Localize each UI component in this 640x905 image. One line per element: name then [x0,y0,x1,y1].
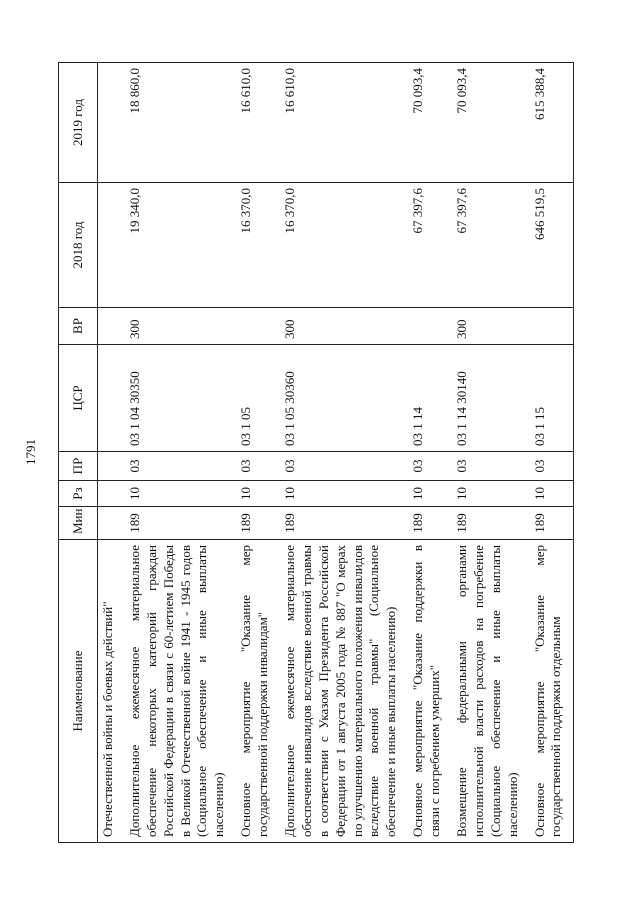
cell-pr: 03 [408,452,452,481]
table-row [408,63,452,843]
cell-value-2019: 16 610,0 [236,63,280,183]
table-row [280,63,408,843]
header-pr: ПР [59,452,98,481]
budget-table [58,62,574,843]
header-rz: Рз [59,481,98,507]
cell-pr: 03 [236,452,280,481]
cell-pr [98,452,125,481]
cell-value-2019: 18 860,0 [125,63,236,183]
header-csr: ЦСР [59,345,98,452]
table-row [236,63,280,843]
cell-vr [98,308,125,345]
cell-min: 189 [280,507,408,540]
cell-rz: 10 [452,481,530,507]
cell-value-2018: 16 370,0 [236,183,280,308]
cell-rz: 10 [530,481,574,507]
cell-csr: 03 1 14 30140 [452,345,530,452]
cell-value-2019: 70 093,4 [408,63,452,183]
cell-pr: 03 [530,452,574,481]
cell-name: Основное мероприятие "Оказание поддержки в связи с погребением умерших" [408,540,452,843]
cell-csr: 03 1 05 30360 [280,345,408,452]
cell-csr: 03 1 15 [530,345,574,452]
cell-rz: 10 [125,481,236,507]
cell-rz [98,481,125,507]
cell-name: Основное мероприятие "Оказание мер государственной поддержки инвалидам" [236,540,280,843]
cell-min [98,507,125,540]
cell-vr [530,308,574,345]
cell-name: Основное мероприятие "Оказание мер государственной поддержки отдельным [530,540,574,843]
header-name: Наименование [59,540,98,843]
cell-csr: 03 1 05 [236,345,280,452]
header-2019: 2019 год [59,63,98,183]
cell-vr [236,308,280,345]
cell-min: 189 [452,507,530,540]
cell-value-2019: 615 388,4 [530,63,574,183]
cell-value-2019 [98,63,125,183]
cell-name: Отечественной войны и боевых действий" [98,540,125,843]
cell-rz: 10 [280,481,408,507]
budget-table-container [58,63,582,843]
cell-csr: 03 1 14 [408,345,452,452]
cell-csr [98,345,125,452]
cell-value-2019: 16 610,0 [280,63,408,183]
cell-vr [408,308,452,345]
cell-csr: 03 1 04 30350 [125,345,236,452]
cell-min: 189 [408,507,452,540]
header-min: Мин [59,507,98,540]
table-row [452,63,530,843]
table-row [125,63,236,843]
cell-name: Дополнительное ежемесячное материальное обеспечение некоторых категорий граждан Российской Федерации в связи с 60-летием Победы в Великой Отечественной войне 1941 - 1945 годов (Социальное обеспечение и иные выплаты населению) [125,540,236,843]
cell-value-2018: 16 370,0 [280,183,408,308]
table-row [98,63,125,843]
cell-rz: 10 [236,481,280,507]
cell-vr: 300 [125,308,236,345]
page-number: 1791 [23,439,38,465]
cell-value-2018: 67 397,6 [452,183,530,308]
cell-value-2018: 646 519,5 [530,183,574,308]
cell-min: 189 [125,507,236,540]
cell-pr: 03 [125,452,236,481]
cell-min: 189 [236,507,280,540]
cell-value-2018: 67 397,6 [408,183,452,308]
table-row [530,63,574,843]
cell-pr: 03 [452,452,530,481]
cell-vr: 300 [280,308,408,345]
cell-pr: 03 [280,452,408,481]
header-vr: ВР [59,308,98,345]
cell-value-2019: 70 093,4 [452,63,530,183]
header-2018: 2018 год [59,183,98,308]
cell-vr: 300 [452,308,530,345]
cell-min: 189 [530,507,574,540]
cell-name: Дополнительное ежемесячное материальное обеспечение инвалидов вследствие военной травмы в соответствии с Указом Президента Российской Федерации от 1 августа 2005 года № 887 "О мерах по улучшению материального положения инвалидов вследствие военной травмы" (Социальное обеспечение и иные выплаты населению) [280,540,408,843]
cell-value-2018 [98,183,125,308]
cell-name: Возмещение федеральными органами исполнительной власти расходов на погребение (Социальное обеспечение и иные выплаты населению) [452,540,530,843]
cell-value-2018: 19 340,0 [125,183,236,308]
table-header-row [59,63,98,843]
cell-rz: 10 [408,481,452,507]
